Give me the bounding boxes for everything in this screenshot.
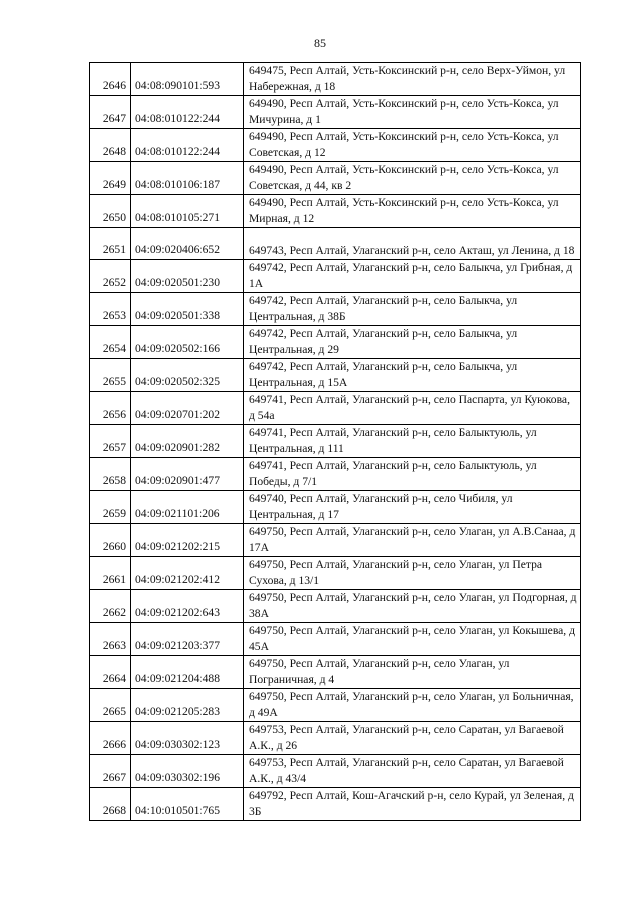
row-number-cell: 2659: [90, 491, 131, 524]
row-number-cell: 2654: [90, 326, 131, 359]
row-number-cell: 2667: [90, 755, 131, 788]
address-cell: 649741, Респ Алтай, Улаганский р-н, село Балыктуюль, ул Центральная, д 111: [244, 425, 581, 458]
address-cell: 649750, Респ Алтай, Улаганский р-н, село Улаган, ул Больничная, д 49А: [244, 689, 581, 722]
table-row: [90, 293, 581, 326]
cadastral-number-cell: 04:09:020502:166: [131, 326, 244, 359]
table-row: [90, 96, 581, 129]
cadastral-number-cell: 04:09:020901:477: [131, 458, 244, 491]
table-row: [90, 590, 581, 623]
table-row: [90, 359, 581, 392]
records-table: [89, 62, 581, 821]
row-number-cell: 2650: [90, 195, 131, 228]
address-cell: 649742, Респ Алтай, Улаганский р-н, село Балыкча, ул Центральная, д 15А: [244, 359, 581, 392]
cadastral-number-cell: 04:09:020501:338: [131, 293, 244, 326]
cadastral-number-cell: 04:10:010501:765: [131, 788, 244, 821]
row-number-cell: 2647: [90, 96, 131, 129]
table-row: [90, 392, 581, 425]
row-number-cell: 2655: [90, 359, 131, 392]
table-row: [90, 524, 581, 557]
row-number-cell: 2664: [90, 656, 131, 689]
address-cell: 649490, Респ Алтай, Усть-Коксинский р-н, село Усть-Кокса, ул Советская, д 44, кв 2: [244, 162, 581, 195]
table-row: [90, 755, 581, 788]
address-cell: 649490, Респ Алтай, Усть-Коксинский р-н, село Усть-Кокса, ул Советская, д 12: [244, 129, 581, 162]
row-number-cell: 2665: [90, 689, 131, 722]
cadastral-number-cell: 04:09:020701:202: [131, 392, 244, 425]
cadastral-number-cell: 04:08:010105:271: [131, 195, 244, 228]
cadastral-number-cell: 04:09:021203:377: [131, 623, 244, 656]
row-number-cell: 2666: [90, 722, 131, 755]
row-number-cell: 2646: [90, 63, 131, 96]
address-cell: 649750, Респ Алтай, Улаганский р-н, село Улаган, ул Подгорная, д 38А: [244, 590, 581, 623]
table-row: [90, 689, 581, 722]
address-cell: 649742, Респ Алтай, Улаганский р-н, село Балыкча, ул Центральная, д 38Б: [244, 293, 581, 326]
address-cell: 649750, Респ Алтай, Улаганский р-н, село Улаган, ул Петра Сухова, д 13/1: [244, 557, 581, 590]
table-row: [90, 63, 581, 96]
table-row: [90, 162, 581, 195]
row-number-cell: 2651: [90, 228, 131, 260]
records-table-body: [90, 63, 581, 821]
cadastral-number-cell: 04:09:021204:488: [131, 656, 244, 689]
address-cell: 649750, Респ Алтай, Улаганский р-н, село Улаган, ул Пограничная, д 4: [244, 656, 581, 689]
address-cell: 649753, Респ Алтай, Улаганский р-н, село Саратан, ул Вагаевой А.К., д 43/4: [244, 755, 581, 788]
table-row: [90, 722, 581, 755]
address-cell: 649792, Респ Алтай, Кош-Агачский р-н, село Курай, ул Зеленая, д 3Б: [244, 788, 581, 821]
cadastral-number-cell: 04:08:010122:244: [131, 129, 244, 162]
row-number-cell: 2668: [90, 788, 131, 821]
address-cell: 649750, Респ Алтай, Улаганский р-н, село Улаган, ул А.В.Санаа, д 17А: [244, 524, 581, 557]
cadastral-number-cell: 04:09:020901:282: [131, 425, 244, 458]
address-cell: 649475, Респ Алтай, Усть-Коксинский р-н, село Верх-Уймон, ул Набережная, д 18: [244, 63, 581, 96]
page-number: 85: [314, 36, 326, 50]
cadastral-number-cell: 04:09:021202:215: [131, 524, 244, 557]
table-row: [90, 425, 581, 458]
cadastral-number-cell: 04:09:021101:206: [131, 491, 244, 524]
row-number-cell: 2663: [90, 623, 131, 656]
row-number-cell: 2658: [90, 458, 131, 491]
cadastral-number-cell: 04:09:021205:283: [131, 689, 244, 722]
row-number-cell: 2653: [90, 293, 131, 326]
address-cell: 649750, Респ Алтай, Улаганский р-н, село Улаган, ул Кокышева, д 45А: [244, 623, 581, 656]
address-cell: 649741, Респ Алтай, Улаганский р-н, село Балыктуюль, ул Победы, д 7/1: [244, 458, 581, 491]
row-number-cell: 2656: [90, 392, 131, 425]
cadastral-number-cell: 04:09:021202:643: [131, 590, 244, 623]
address-cell: 649740, Респ Алтай, Улаганский р-н, село Чибиля, ул Центральная, д 17: [244, 491, 581, 524]
cadastral-number-cell: 04:08:010106:187: [131, 162, 244, 195]
address-cell: 649742, Респ Алтай, Улаганский р-н, село Балыкча, ул Центральная, д 29: [244, 326, 581, 359]
cadastral-number-cell: 04:09:021202:412: [131, 557, 244, 590]
table-row: [90, 788, 581, 821]
address-cell: 649743, Респ Алтай, Улаганский р-н, село Акташ, ул Ленина, д 18: [244, 228, 581, 260]
table-row: [90, 195, 581, 228]
address-cell: 649490, Респ Алтай, Усть-Коксинский р-н, село Усть-Кокса, ул Мичурина, д 1: [244, 96, 581, 129]
address-cell: 649753, Респ Алтай, Улаганский р-н, село Саратан, ул Вагаевой А.К., д 26: [244, 722, 581, 755]
row-number-cell: 2660: [90, 524, 131, 557]
cadastral-number-cell: 04:08:090101:593: [131, 63, 244, 96]
cadastral-number-cell: 04:08:010122:244: [131, 96, 244, 129]
cadastral-number-cell: 04:09:020406:652: [131, 228, 244, 260]
table-row: [90, 458, 581, 491]
table-row: [90, 129, 581, 162]
table-row: [90, 326, 581, 359]
row-number-cell: 2648: [90, 129, 131, 162]
cadastral-number-cell: 04:09:030302:123: [131, 722, 244, 755]
table-row: [90, 260, 581, 293]
table-row: [90, 228, 581, 260]
cadastral-number-cell: 04:09:020501:230: [131, 260, 244, 293]
address-cell: 649742, Респ Алтай, Улаганский р-н, село Балыкча, ул Грибная, д 1А: [244, 260, 581, 293]
cadastral-number-cell: 04:09:020502:325: [131, 359, 244, 392]
row-number-cell: 2652: [90, 260, 131, 293]
table-row: [90, 557, 581, 590]
address-cell: 649490, Респ Алтай, Усть-Коксинский р-н, село Усть-Кокса, ул Мирная, д 12: [244, 195, 581, 228]
row-number-cell: 2649: [90, 162, 131, 195]
cadastral-number-cell: 04:09:030302:196: [131, 755, 244, 788]
address-cell: 649741, Респ Алтай, Улаганский р-н, село Паспарта, ул Куюкова, д 54а: [244, 392, 581, 425]
table-row: [90, 656, 581, 689]
table-row: [90, 623, 581, 656]
row-number-cell: 2661: [90, 557, 131, 590]
row-number-cell: 2657: [90, 425, 131, 458]
row-number-cell: 2662: [90, 590, 131, 623]
table-row: [90, 491, 581, 524]
